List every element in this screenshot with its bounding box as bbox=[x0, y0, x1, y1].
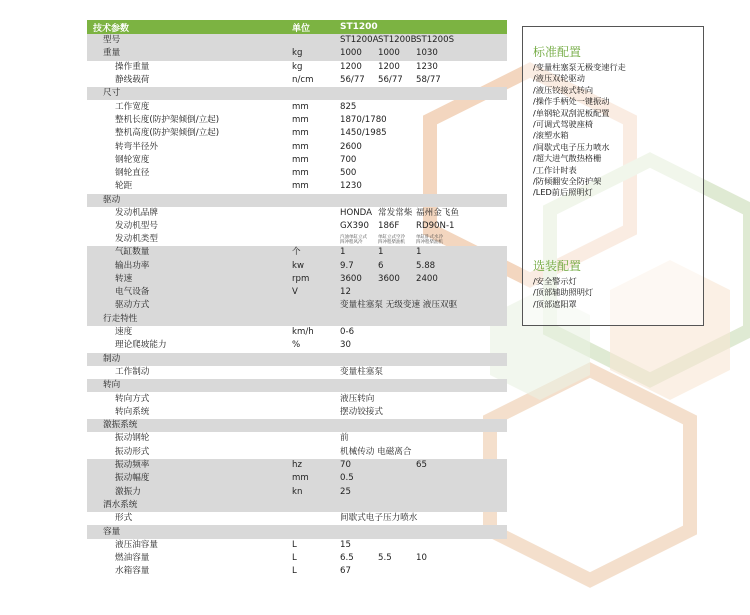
list-item: /防倾翻安全防护架 bbox=[533, 176, 602, 187]
row-op-weight: 操作重量 kg 1200 1200 1230 bbox=[115, 61, 438, 72]
row-drum-width: 钢轮宽度 mm 700 bbox=[115, 154, 357, 165]
section-vibration: 激振系统 bbox=[87, 419, 507, 432]
row-vib-freq: 振动频率 hz 70 65 bbox=[87, 459, 507, 472]
row-steer-system: 转向系统 摆动铰接式 bbox=[115, 406, 383, 417]
row-model: 型号 ST1200A ST1200B ST1200S bbox=[87, 34, 507, 47]
row-engine-model-type: 发动机型号 发动机类型 GX390 186F RD90N-1 汽油单缸立式 四冲程风冷 单缸立式空冷 四冲程柴油机 单缸卧式水冷 四冲程柴油机 bbox=[115, 221, 455, 245]
row-work-width: 工作宽度 mm 825 bbox=[115, 101, 357, 112]
row-speed: 转速 rpm 3600 3600 2400 bbox=[87, 273, 507, 286]
row-vib-drum: 振动钢轮 前 bbox=[115, 433, 349, 444]
row-fuel: 燃油容量 L 6.5 5.5 10 bbox=[115, 553, 427, 564]
row-turn-radius: 转弯半径外 mm 2600 bbox=[115, 141, 362, 152]
row-electric: 电气设备 V 12 bbox=[87, 286, 507, 299]
optional-config-list bbox=[533, 276, 703, 310]
engine-type-2: 单缸立式空冷 四冲程柴油机 bbox=[378, 234, 405, 245]
list-item: /单钢轮双刮泥板配置 bbox=[533, 107, 610, 118]
row-exc-force: 激振力 kn 25 bbox=[87, 486, 507, 499]
row-engine-brand: 发动机品牌 HONDA 常发常柴 福州金飞鱼 bbox=[115, 208, 459, 218]
row-static-load: 静线载荷 n/cm 56/77 56/77 58/77 bbox=[115, 75, 441, 86]
row-weight: 重量 kg 1000 1000 1030 bbox=[87, 47, 507, 60]
list-item: /顶部遮阳罩 bbox=[533, 298, 577, 309]
row-velocity: 速度 km/h 0-6 bbox=[115, 327, 355, 338]
engine-type-3: 单缸卧式水冷 四冲程柴油机 bbox=[416, 234, 443, 245]
row-vib-form: 振动形式 机械传动 电磁离合 bbox=[115, 446, 412, 457]
spec-table bbox=[87, 20, 507, 579]
section-sprinkler: 洒水系统 bbox=[87, 499, 507, 512]
list-item: /液压铰接式转向 bbox=[533, 84, 594, 95]
row-hydraulic-oil: 液压油容量 L 15 bbox=[115, 539, 351, 550]
header-unit: 单位 bbox=[292, 23, 311, 34]
row-height: 整机高度(防护架倾倒/立起) mm 1450/1985 bbox=[115, 128, 387, 139]
row-steer-mode: 转向方式 液压转向 bbox=[115, 393, 375, 404]
row-vib-amp: 振动幅度 mm 0.5 bbox=[87, 472, 507, 485]
standard-config-title: 标准配置 bbox=[533, 45, 582, 59]
section-drive: 驱动 bbox=[87, 194, 507, 207]
row-work-brake: 工作制动 变量柱塞泵 bbox=[115, 366, 383, 377]
list-item: /变量柱塞泵无极变速行走 bbox=[533, 62, 626, 72]
list-item: /间歇式电子压力喷水 bbox=[533, 141, 610, 152]
section-capacity: 容量 bbox=[87, 525, 507, 538]
header-model: ST1200 bbox=[340, 22, 378, 32]
section-size: 尺寸 bbox=[87, 87, 507, 100]
row-sprinkler-form: 形式 间歇式电子压力喷水 bbox=[115, 513, 418, 524]
row-drum-dia: 钢轮直径 mm 500 bbox=[115, 168, 357, 179]
section-brake: 制动 bbox=[87, 353, 507, 366]
list-item: /安全警示灯 bbox=[533, 275, 577, 286]
engine-model-label: 发动机型号 bbox=[115, 221, 158, 232]
list-item: /操作手柄处一键振动 bbox=[533, 96, 610, 107]
row-gradeability: 理论爬坡能力 % 30 bbox=[115, 340, 351, 351]
standard-config-list bbox=[533, 62, 703, 199]
list-item: /可调式驾驶座椅 bbox=[533, 119, 594, 130]
list-item: /工作计时表 bbox=[533, 164, 577, 175]
header-params: 技术参数 bbox=[93, 23, 130, 34]
spec-header bbox=[87, 20, 507, 34]
row-drive-mode: 驱动方式 变量柱塞泵 无级变速 液压双驱 bbox=[87, 299, 507, 312]
section-travel: 行走特性 bbox=[87, 313, 507, 326]
optional-config-title: 选装配置 bbox=[533, 258, 582, 273]
list-item: /滚塑水箱 bbox=[533, 130, 569, 141]
section-steering: 转向 bbox=[87, 379, 507, 392]
list-item: /顶部辅助照明灯 bbox=[533, 287, 594, 298]
row-water: 水箱容量 L 67 bbox=[115, 566, 351, 577]
row-wheelbase: 轮距 mm 1230 bbox=[115, 181, 362, 192]
engine-type-1: 汽油单缸立式 四冲程风冷 bbox=[340, 234, 367, 245]
row-power: 输出功率 kw 9.7 6 5.88 bbox=[87, 259, 507, 272]
list-item: /超大进气散热格栅 bbox=[533, 153, 602, 164]
row-cylinders: 气缸数量 个 1 1 1 bbox=[87, 246, 507, 259]
config-panel bbox=[522, 26, 704, 326]
list-item: /液压双轮驱动 bbox=[533, 73, 585, 84]
list-item: /LED前后照明灯 bbox=[533, 187, 593, 198]
engine-type-label: 发动机类型 bbox=[115, 234, 158, 245]
row-length: 整机长度(防护架倾倒/立起) mm 1870/1780 bbox=[115, 114, 387, 125]
